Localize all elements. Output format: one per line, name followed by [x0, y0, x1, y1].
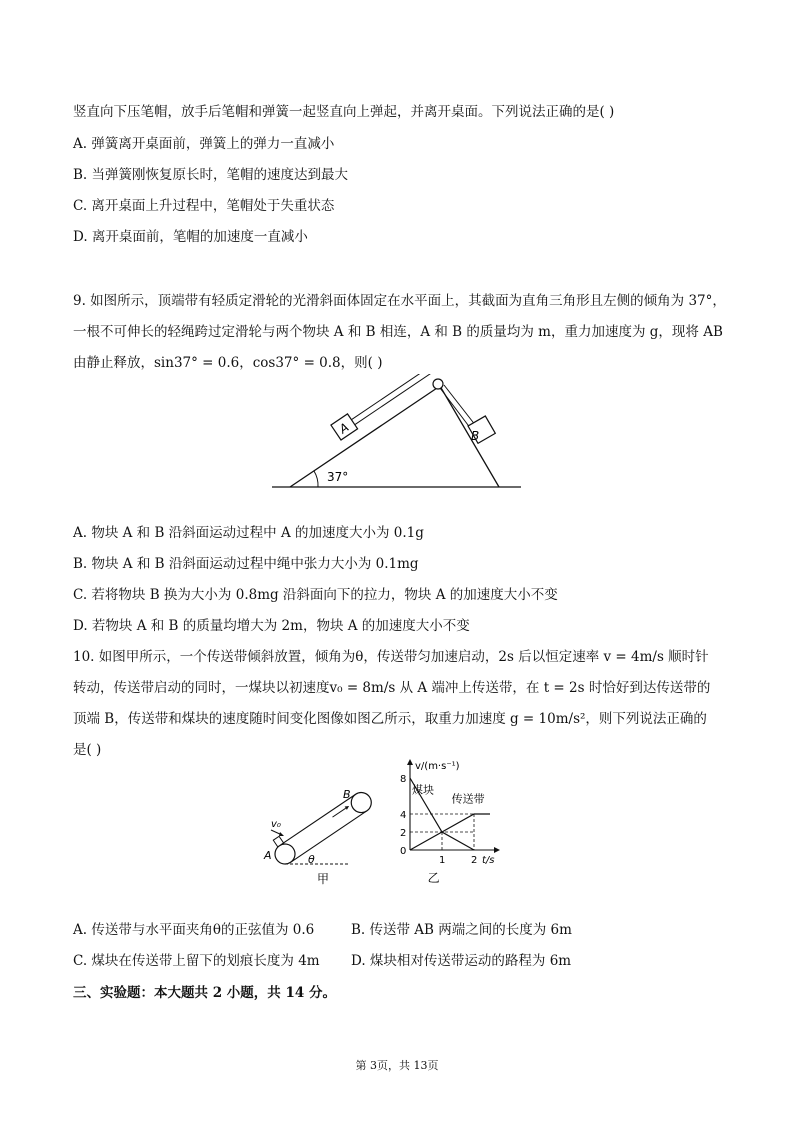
q9-option-d: D. 若物块 A 和 B 的质量均增大为 2m，物块 A 的加速度大小不变: [73, 618, 470, 634]
q8-option-b: B. 当弹簧刚恢复原长时，笔帽的速度达到最大: [73, 167, 349, 183]
v0-label: v₀: [271, 819, 281, 830]
q9-stem-line-2: 一根不可伸长的轻绳跨过定滑轮与两个物块 A 和 B 相连，A 和 B 的质量均为 m，重力加速度为 g，现将 AB: [73, 324, 723, 340]
q10-stem-line-4: 是( ): [73, 742, 102, 758]
q8-option-d: D. 离开桌面前，笔帽的加速度一直减小: [73, 229, 308, 245]
caption-jia: 甲: [317, 872, 330, 886]
caption-yi: 乙: [427, 871, 440, 885]
y-tick-2: 2: [400, 828, 407, 839]
x-axis-arrow: [494, 847, 500, 853]
end-a-label: A: [264, 849, 272, 862]
q9-option-b: B. 物块 A 和 B 沿斜面运动过程中绳中张力大小为 0.1mg: [73, 556, 419, 572]
q10-stem-line-1: 10. 如图甲所示，一个传送带倾斜放置，倾角为θ，传送带匀加速启动，2s 后以恒定速率 v = 4m/s 顺时针: [73, 649, 709, 665]
q10-stem-line-3: 顶端 B，传送带和煤块的速度随时间变化图像如图乙所示，取重力加速度 g = 10m/s²，则下列说法正确的: [73, 711, 707, 727]
q10-option-c: C. 煤块在传送带上留下的划痕长度为 4m: [73, 953, 320, 969]
q9-stem-line-3: 由静止释放，sin37° = 0.6，cos37° = 0.8，则( ): [73, 355, 383, 371]
q9-option-c: C. 若将物块 B 换为大小为 0.8mg 沿斜面向下的拉力，物块 A 的加速度大小不变: [73, 587, 558, 603]
end-b-label: B: [343, 788, 351, 801]
q9-incline-figure: [268, 374, 526, 494]
section-3-heading: 三、实验题：本大题共 2 小题，共 14 分。: [73, 985, 336, 1001]
upper-roller: [347, 789, 375, 817]
y-tick-8: 8: [400, 774, 407, 785]
y-axis-arrow: [407, 759, 413, 765]
q10-option-b: B. 传送带 AB 两端之间的长度为 6m: [351, 922, 572, 938]
q8-option-c: C. 离开桌面上升过程中，笔帽处于失重状态: [73, 198, 335, 214]
y-tick-4: 4: [400, 810, 407, 821]
q8-option-a: A. 弹簧离开桌面前，弹簧上的弹力一直减小: [73, 136, 335, 152]
theta-label: θ: [308, 853, 315, 866]
q10-option-a: A. 传送带与水平面夹角θ的正弦值为 0.6: [73, 922, 315, 938]
q10-stem-line-2: 转动，传送带启动的同时，一煤块以初速度v₀ = 8m/s 从 A 端冲上传送带，在 t = 2s 时恰好到达传送带的: [73, 680, 711, 696]
label-coal: 煤块: [412, 783, 434, 797]
pulley: [433, 379, 443, 389]
x-tick-1: 1: [439, 855, 446, 866]
q8-stem: 竖直向下压笔帽，放手后笔帽和弹簧一起竖直向上弹起，并离开桌面。下列说法正确的是( ): [73, 104, 615, 120]
y-tick-0: 0: [400, 846, 407, 857]
label-belt: 传送带: [451, 792, 485, 806]
block-a-label: A: [336, 420, 352, 437]
x-axis-label: t/s: [482, 855, 495, 866]
y-axis-label: v/(m·s⁻¹): [415, 761, 460, 772]
q9-stem-line-1: 9. 如图所示，顶端带有轻质定滑轮的光滑斜面体固定在水平面上，其截面为直角三角形且左侧的倾角为 37°，: [73, 293, 726, 309]
q9-option-a: A. 物块 A 和 B 沿斜面运动过程中 A 的加速度大小为 0.1g: [73, 525, 424, 541]
x-tick-2: 2: [471, 855, 478, 866]
q9-angle-label: 37°: [327, 470, 349, 484]
q10-option-d: D. 煤块相对传送带运动的路程为 6m: [351, 953, 572, 969]
page-footer: 第 3页，共 13页: [355, 1059, 439, 1072]
q10-figure-jia: [258, 784, 383, 890]
q10-vt-chart: [392, 757, 542, 891]
block-b-label: B: [471, 429, 480, 443]
